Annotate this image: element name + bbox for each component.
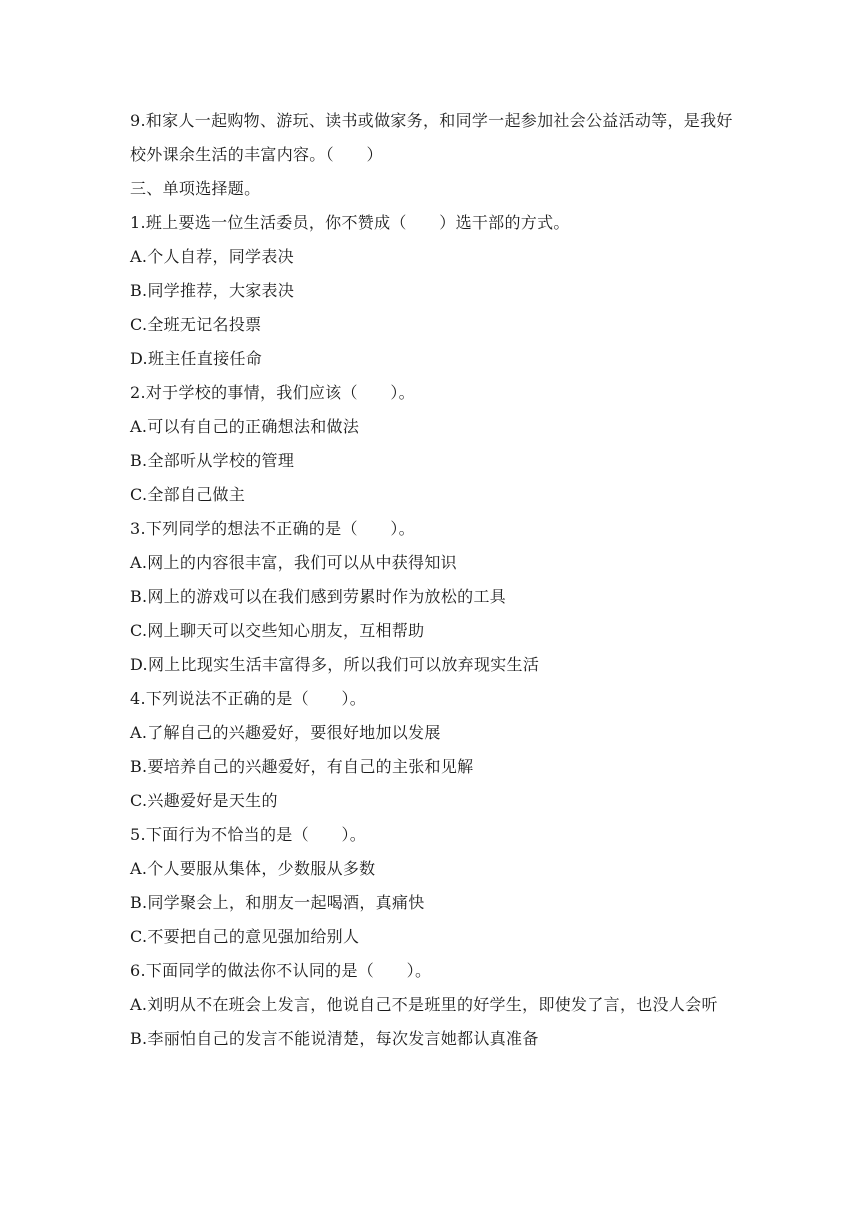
question-5-option-c: C.不要把自己的意见强加给别人 xyxy=(130,927,360,946)
question-4-option-a: A.了解自己的兴趣爱好，要很好地加以发展 xyxy=(130,723,441,742)
question-1-option-d: D.班主任直接任命 xyxy=(130,349,263,368)
question-3-stem: 3.下列同学的想法不正确的是（ ）。 xyxy=(130,519,415,538)
question-3-option-c: C.网上聊天可以交些知心朋友，互相帮助 xyxy=(130,621,425,640)
question-3-option-b: B.网上的游戏可以在我们感到劳累时作为放松的工具 xyxy=(130,587,507,606)
question-5-stem: 5.下面行为不恰当的是（ ）。 xyxy=(130,825,367,844)
question-9-true-false: 9.和家人一起购物、游玩、读书或做家务，和同学一起参加社会公益活动等，是我好校外课余生活的丰富内容。（ ） xyxy=(130,111,733,164)
question-1-option-b: B.同学推荐，大家表决 xyxy=(130,281,295,300)
question-2-option-c: C.全部自己做主 xyxy=(130,485,246,504)
question-2-option-b: B.全部听从学校的管理 xyxy=(130,451,295,470)
question-2-stem: 2.对于学校的事情，我们应该（ ）。 xyxy=(130,383,415,402)
question-6-stem: 6.下面同学的做法你不认同的是（ ）。 xyxy=(130,961,432,980)
question-5-option-a: A.个人要服从集体，少数服从多数 xyxy=(130,859,376,878)
question-1-option-c: C.全班无记名投票 xyxy=(130,315,262,334)
question-3-option-d: D.网上比现实生活丰富得多，所以我们可以放弃现实生活 xyxy=(130,655,540,674)
question-6-option-b: B.李丽怕自己的发言不能说清楚，每次发言她都认真准备 xyxy=(130,1029,539,1048)
question-4-option-b: B.要培养自己的兴趣爱好，有自己的主张和见解 xyxy=(130,757,474,776)
question-4-stem: 4.下列说法不正确的是（ ）。 xyxy=(130,689,367,708)
question-6-option-a: A.刘明从不在班会上发言，他说自己不是班里的好学生，即使发了言，也没人会听 xyxy=(130,995,718,1014)
section-title: 三、单项选择题。 xyxy=(130,179,261,198)
question-5-option-b: B.同学聚会上，和朋友一起喝酒，真痛快 xyxy=(130,893,425,912)
question-1-stem: 1.班上要选一位生活委员，你不赞成（ ）选干部的方式。 xyxy=(130,213,570,232)
document-page xyxy=(130,104,740,1056)
question-4-option-c: C.兴趣爱好是天生的 xyxy=(130,791,278,810)
question-2-option-a: A.可以有自己的正确想法和做法 xyxy=(130,417,360,436)
question-1-option-a: A.个人自荐，同学表决 xyxy=(130,247,294,266)
question-3-option-a: A.网上的内容很丰富，我们可以从中获得知识 xyxy=(130,553,457,572)
